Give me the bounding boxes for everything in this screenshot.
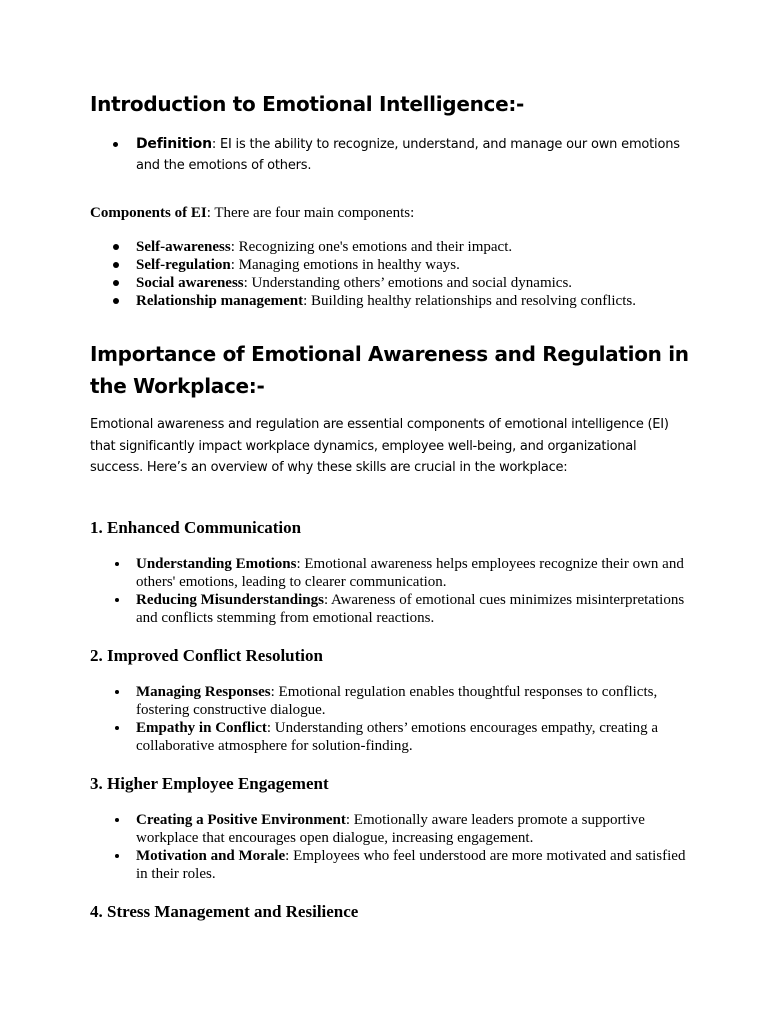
list-item-term: Understanding Emotions: [136, 555, 297, 572]
list-item-text: : Building healthy relationships and resolving conflicts.: [303, 293, 636, 309]
list-item-definition: [136, 134, 690, 176]
list-item: [136, 292, 690, 310]
intro-list: [90, 134, 690, 176]
list-item: [136, 591, 690, 627]
components-text: : There are four main components:: [206, 205, 415, 221]
definition-text: : EI is the ability to recognize, understand, and manage our own emotions and the emotions of others.: [136, 137, 680, 173]
list-item-term: Motivation and Morale: [136, 847, 286, 864]
list-item-term: Reducing Misunderstandings: [136, 591, 324, 608]
list-item-term: Creating a Positive Environment: [136, 811, 346, 828]
list-item-text: : Awareness of emotional cues minimizes misinterpretations and conflicts stemming from emotional reactions.: [136, 591, 685, 626]
list-item-term: Social awareness: [136, 275, 244, 291]
importance-paragraph: Emotional awareness and regulation are essential components of emotional intelligence (EI) that significantly impact workplace dynamics, employee well-being, and organizational success. Here’s an overview of why these skills are crucial in the workplace:: [90, 417, 669, 475]
list-item-text: : Understanding others’ emotions encourages empathy, creating a collaborative atmosphere for solution-finding.: [136, 719, 658, 754]
list-item: [136, 555, 690, 591]
section-heading-engagement: 3. Higher Employee Engagement: [90, 773, 329, 793]
section-list-conflict: [90, 683, 690, 755]
list-item-text: : Employees who feel understood are more motivated and satisfied in their roles.: [136, 847, 686, 882]
list-item-text: : Emotionally aware leaders promote a supportive workplace that encourages open dialogue, increasing engagement.: [136, 811, 645, 846]
list-item-text: : Managing emotions in healthy ways.: [230, 257, 460, 273]
list-item-term: Self-awareness: [136, 239, 231, 255]
list-item-text: : Understanding others’ emotions and social dynamics.: [243, 275, 573, 291]
list-item: [136, 256, 690, 274]
list-item: [136, 274, 690, 292]
intro-heading: Introduction to Emotional Intelligence:-: [90, 92, 525, 116]
list-item-text: : Emotional awareness helps employees recognize their own and others' emotions, leading to clearer communication.: [136, 555, 684, 590]
section-list-communication: [90, 555, 690, 627]
section-list-engagement: [90, 811, 690, 883]
list-item-term: Empathy in Conflict: [136, 719, 267, 736]
list-item: [136, 811, 690, 847]
document-page: [90, 88, 690, 923]
components-intro: [90, 204, 690, 222]
section-heading-stress: 4. Stress Management and Resilience: [90, 901, 359, 921]
list-item-text: : Recognizing one's emotions and their impact.: [230, 239, 513, 255]
list-item: [136, 719, 690, 755]
section-heading-conflict: 2. Improved Conflict Resolution: [90, 645, 323, 665]
list-item-term: Self-regulation: [136, 257, 231, 273]
list-item: [136, 683, 690, 719]
section-heading-communication: 1. Enhanced Communication: [90, 517, 302, 537]
definition-term: Definition: [136, 136, 212, 152]
list-item-term: Managing Responses: [136, 683, 271, 700]
components-label: Components of EI: [90, 205, 207, 221]
list-item: [136, 238, 690, 256]
components-list: [90, 238, 690, 310]
list-item-term: Relationship management: [136, 293, 304, 309]
list-item: [136, 847, 690, 883]
importance-heading: Importance of Emotional Awareness and Regulation in the Workplace:-: [90, 342, 689, 398]
list-item-text: : Emotional regulation enables thoughtful responses to conflicts, fostering constructive dialogue.: [136, 683, 658, 718]
